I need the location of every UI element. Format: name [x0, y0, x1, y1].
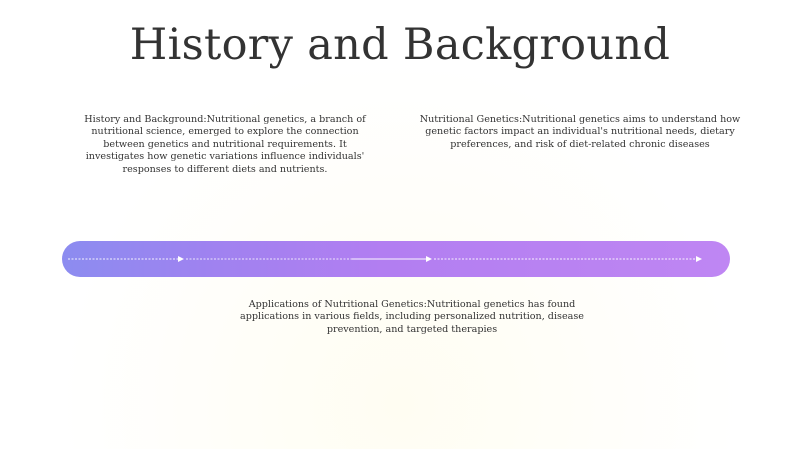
- arrow-head-icon: [178, 256, 184, 262]
- arrow-head-icon: [426, 256, 432, 262]
- history-text: History and Background:Nutritional genetics, a branch of nutritional science, emerged to explore the connection between genetics and nutritional requirements. It investigates how genetic variations influence individuals' responses to different diets and nutrients.: [84, 114, 366, 175]
- timeline-bar: [62, 241, 730, 277]
- arrow-head-icon: [696, 256, 702, 262]
- applications-text: Applications of Nutritional Genetics:Nutritional genetics has found applications in various fields, including personalized nutrition, disease prevention, and targeted therapies: [240, 299, 584, 335]
- genetics-text: Nutritional Genetics:Nutritional genetics aims to understand how genetic factors impact an individual's nutritional needs, dietary preferences, and risk of diet-related chronic diseases: [419, 114, 741, 150]
- slide-title: History and Background: [129, 20, 671, 70]
- timeline-arrows: [62, 241, 730, 277]
